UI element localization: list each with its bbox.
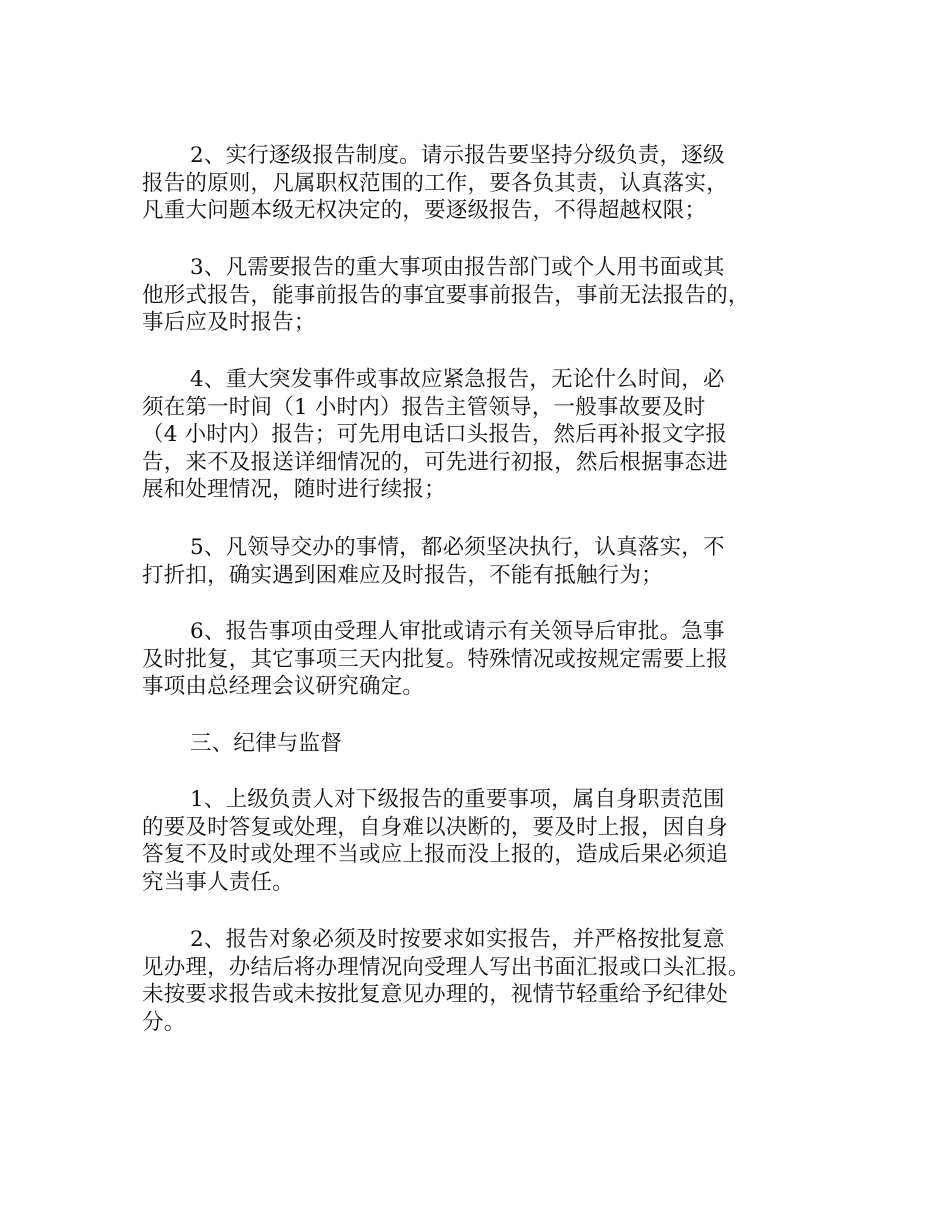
text-line: 凡重大问题本级无权决定的，要逐级报告，不得超越权限； — [142, 198, 707, 224]
paragraph-superior-responsibility — [142, 786, 728, 896]
text-line: 6、报告事项由受理人审批或请示有关领导后审批。急事 — [190, 619, 725, 644]
text-line: 2、实行逐级报告制度。请示报告要坚持分级负责，逐级 — [190, 143, 725, 168]
text-line: （4 小时内）报告；可先用电话口头报告，然后再补报文字报 — [142, 422, 728, 448]
text-line: 打折扣，确实遇到困难应及时报告，不能有抵触行为； — [142, 562, 663, 588]
text-line: 见办理，办结后将办理情况向受理人写出书面汇报或口头汇报。 — [142, 954, 750, 980]
text-line: 5、凡领导交办的事情，都必须坚决执行，认真落实，不 — [190, 535, 725, 560]
text-line: 2、报告对象必须及时按要求如实报告，并严格按批复意 — [190, 927, 725, 952]
text-line: 1、上级负责人对下级报告的重要事项，属自身职责范围 — [190, 787, 725, 812]
text-line: 3、凡需要报告的重大事项由报告部门或个人用书面或其 — [190, 255, 725, 280]
text-line: 须在第一时间（1 小时内）报告主管领导，一般事故要及时 — [142, 394, 706, 420]
text-line: 4、重大突发事件或事故应紧急报告，无论什么时间，必 — [190, 367, 725, 392]
text-line: 他形式报告，能事前报告的事宜要事前报告，事前无法报告的， — [142, 282, 750, 308]
paragraph-emergency-report — [142, 366, 728, 504]
section-heading-text: 三、纪律与监督 — [190, 731, 342, 756]
text-line: 事项由总经理会议研究确定。 — [142, 674, 425, 700]
text-line: 事后应及时报告； — [142, 310, 316, 336]
text-line: 及时批复，其它事项三天内批复。特殊情况或按规定需要上报 — [142, 646, 728, 672]
paragraph-approval — [142, 618, 728, 701]
text-line: 展和处理情况，随时进行续报； — [142, 477, 446, 503]
paragraph-report-system — [142, 142, 728, 225]
text-line: 未按要求报告或未按批复意见办理的，视情节轻重给予纪律处 — [142, 982, 728, 1008]
text-line: 分。 — [142, 1009, 186, 1035]
text-line: 报告的原则，凡属职权范围的工作，要各负其责，认真落实， — [142, 170, 728, 196]
paragraph-reporting-obligation — [142, 926, 750, 1036]
section-heading — [142, 730, 342, 758]
text-line: 答复不及时或处理不当或应上报而没上报的，造成后果必须追 — [142, 842, 728, 868]
paragraph-major-matters — [142, 254, 750, 337]
text-line: 的要及时答复或处理，自身难以决断的，要及时上报，因自身 — [142, 814, 728, 840]
paragraph-leadership-tasks — [142, 534, 725, 589]
text-line: 告，来不及报送详细情况的，可先进行初报，然后根据事态进 — [142, 449, 728, 475]
text-line: 究当事人责任。 — [142, 869, 294, 895]
